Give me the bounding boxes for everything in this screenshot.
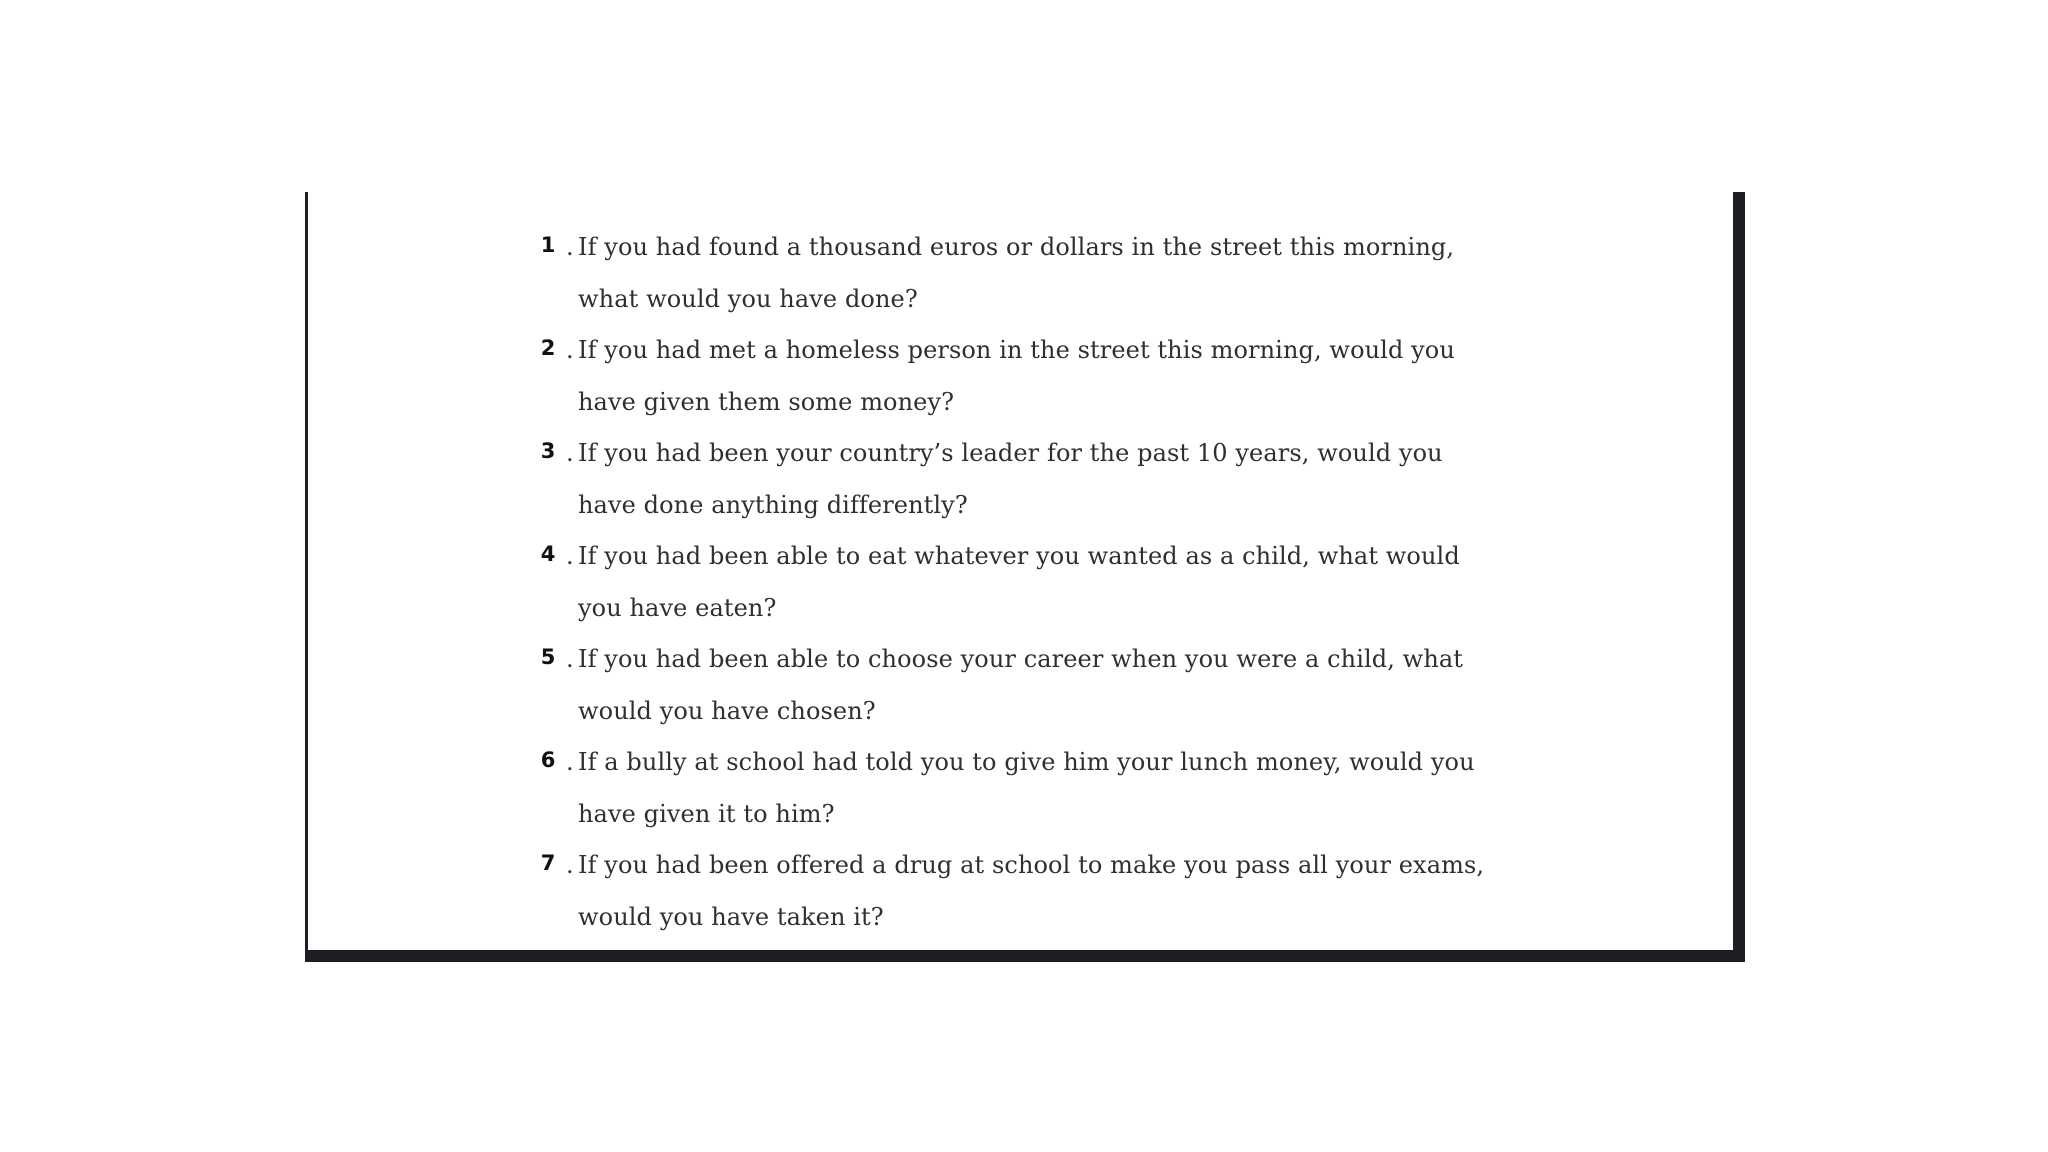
question-text-line: have done anything differently? (578, 490, 968, 519)
question-text-line: what would you have done? (578, 284, 918, 313)
question-number: 4 (540, 542, 556, 566)
question-list (308, 230, 1733, 951)
question-text (578, 531, 1538, 634)
question-item-2 (308, 333, 1733, 436)
question-text-line: have given it to him? (578, 799, 835, 828)
question-item-6 (308, 745, 1733, 848)
question-text-line: would you have taken it? (578, 902, 884, 931)
question-text (578, 634, 1538, 737)
question-number: 2 (540, 336, 556, 360)
question-number: 6 (540, 748, 556, 772)
question-separator: . (566, 542, 574, 570)
question-separator: . (566, 851, 574, 879)
question-item-7 (308, 848, 1733, 951)
question-text-line: If you had been your country’s leader for the past 10 years, would you (578, 439, 1443, 467)
question-text-line: would you have chosen? (578, 696, 876, 725)
question-text-line: If you had been able to eat whatever you wanted as a child, what would (578, 542, 1460, 570)
question-number: 1 (540, 233, 556, 257)
question-text-line: If a bully at school had told you to give him your lunch money, would you (578, 748, 1475, 776)
question-separator: . (566, 645, 574, 673)
question-text-line: If you had found a thousand euros or dollars in the street this morning, (578, 233, 1455, 261)
question-text (578, 222, 1538, 325)
question-text-line: If you had met a homeless person in the street this morning, would you (578, 336, 1455, 364)
question-text (578, 840, 1538, 943)
question-text-line: you have eaten? (578, 593, 777, 622)
question-text-line: If you had been offered a drug at school to make you pass all your exams, (578, 851, 1485, 879)
question-separator: . (566, 233, 574, 261)
question-item-1 (308, 230, 1733, 333)
question-text (578, 325, 1538, 428)
question-separator: . (566, 336, 574, 364)
question-number: 3 (540, 439, 556, 463)
question-item-3 (308, 436, 1733, 539)
question-number: 7 (540, 851, 556, 875)
question-item-5 (308, 642, 1733, 745)
question-text (578, 737, 1538, 840)
question-separator: . (566, 748, 574, 776)
question-separator: . (566, 439, 574, 467)
question-text (578, 428, 1538, 531)
document-frame (305, 192, 1745, 962)
question-item-4 (308, 539, 1733, 642)
question-number: 5 (540, 645, 556, 669)
question-text-line: If you had been able to choose your career when you were a child, what (578, 645, 1464, 673)
question-text-line: have given them some money? (578, 387, 955, 416)
